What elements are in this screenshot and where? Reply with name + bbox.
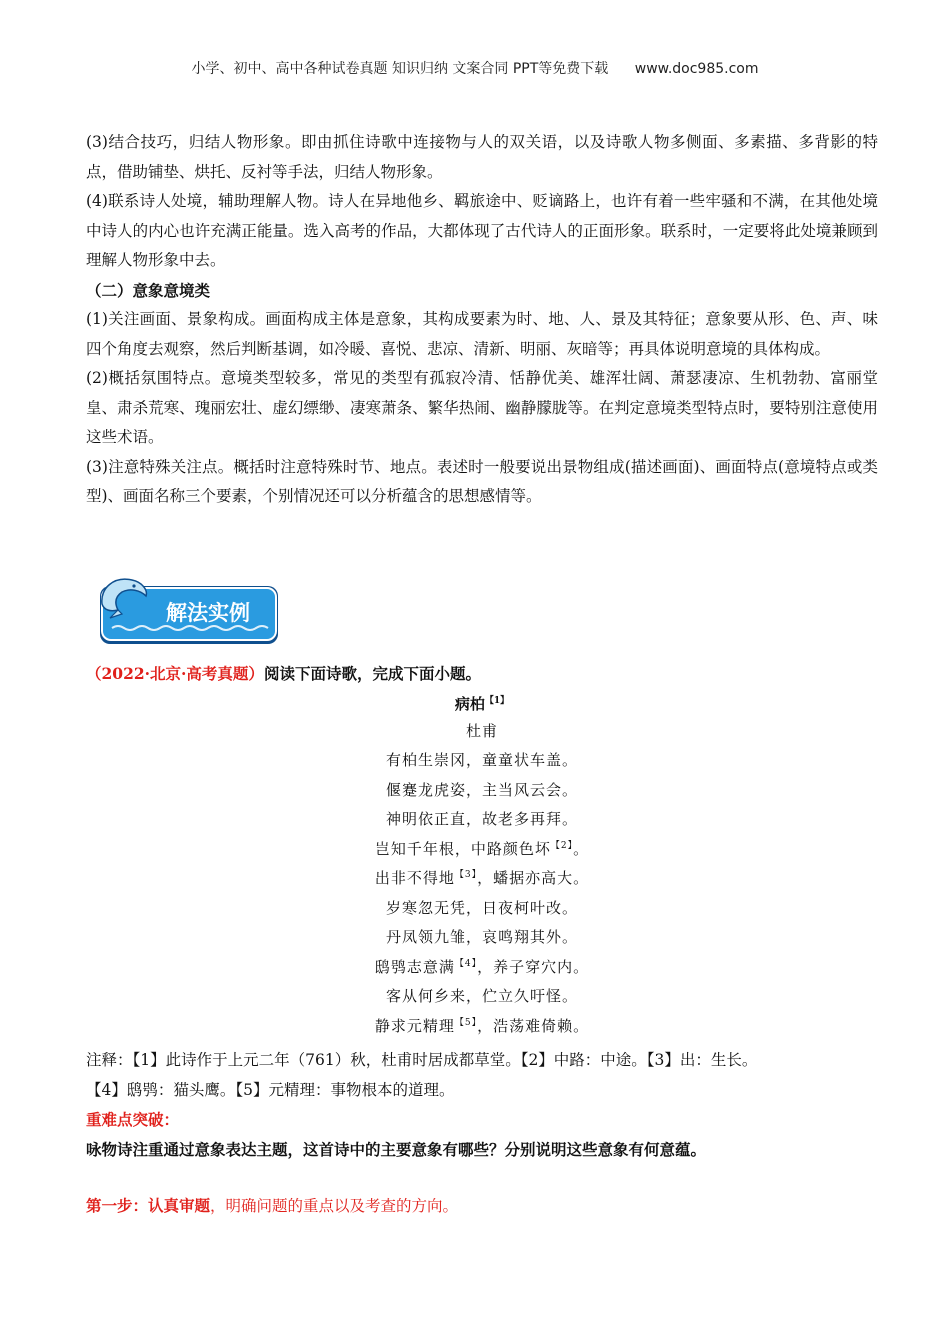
poem-line-3: 神明依正直，故老多再拜。 bbox=[385, 810, 578, 828]
annotation-line-1: 注释：【1】此诗作于上元二年（761）秋，杜甫时居成都草堂。【2】中路：中途。【3】出：生长。 bbox=[86, 1051, 758, 1069]
paragraph-s2p3: (3)注意特殊关注点。概括时注意特殊时节、地点。表述时一般要说出景物组成(描述画面)、画面特点(意境特点或类型)、画面名称三个要素，个别情况还可以分析蕴含的思想感情等。 bbox=[86, 457, 878, 505]
exam-instruction: 阅读下面诗歌，完成下面小题。 bbox=[263, 664, 481, 683]
poem-line-5-text: 出非不得地 bbox=[374, 869, 455, 887]
poem-line-5 bbox=[86, 864, 878, 894]
poem-line-8-text: 鸱鸮志意满 bbox=[374, 957, 455, 976]
banner-graphic bbox=[96, 574, 282, 648]
poem bbox=[86, 692, 878, 1041]
poem-line-4 bbox=[86, 835, 878, 865]
step-one-rest: ，明确问题的重点以及考查的方向。 bbox=[210, 1197, 459, 1215]
header-site-link[interactable]: www.doc985.com bbox=[634, 61, 759, 77]
poem-title: 病柏 bbox=[454, 695, 485, 713]
poem-line-7: 丹凤领九雏，哀鸣翔其外。 bbox=[385, 928, 578, 946]
paragraph-p4: (4)联系诗人处境，辅助理解人物。诗人在异地他乡、羁旅途中、贬谪路上，也许有着一些牢骚和不满，在其他处境中诗人的内心也许充满正能量。选入高考的作品，大都体现了古代诗人的正面形象。联系时，一定要将此处境兼顾到理解人物形象中去。 bbox=[86, 192, 878, 269]
poem-author: 杜甫 bbox=[465, 722, 498, 740]
poem-line-10-text: 静求元精理 bbox=[374, 1016, 455, 1035]
poem-line-5-end: ，蟠据亦高大。 bbox=[477, 869, 590, 887]
note-mark-1: 【1】 bbox=[484, 696, 510, 706]
note-mark-2: 【2】 bbox=[550, 840, 574, 851]
poem-line-1: 有柏生崇冈，童童状车盖。 bbox=[385, 751, 578, 769]
banner-label: 解法实例 bbox=[166, 601, 250, 625]
breakthrough-heading: 重难点突破： bbox=[86, 1110, 180, 1129]
page-header bbox=[0, 58, 950, 78]
note-mark-5: 【5】 bbox=[454, 1017, 478, 1028]
poem-line-4-text: 岂知千年根，中路颜色坏 bbox=[374, 839, 551, 858]
note-mark-3: 【3】 bbox=[454, 870, 478, 880]
example-banner bbox=[96, 574, 282, 648]
header-text: 小学、初中、高中各种试卷真题 知识归纳 文案合同 PPT等免费下载 bbox=[191, 61, 609, 77]
example-section bbox=[86, 660, 878, 1221]
note-mark-4: 【4】 bbox=[454, 958, 478, 969]
poem-line-8-end: ，养子穿穴内。 bbox=[477, 957, 590, 976]
paragraph-s2p2: (2)概括氛围特点。意境类型较多，常见的类型有孤寂冷清、恬静优美、雄浑壮阔、萧瑟凄凉、生机勃勃、富丽堂皇、肃杀荒寒、瑰丽宏壮、虚幻缥缈、凄寒萧条、繁华热闹、幽静朦胧等。在判定意境类型特点时，要特别注意使用这些术语。 bbox=[86, 369, 878, 446]
poem-line-6: 岁寒忽无凭，日夜柯叶改。 bbox=[385, 898, 578, 917]
annotation-line-2: 【4】鸱鸮：猫头鹰。【5】元精理：事物根本的道理。 bbox=[86, 1081, 455, 1099]
exam-source-line bbox=[86, 660, 878, 688]
poem-line-10 bbox=[86, 1012, 878, 1042]
paragraph-s2p1: (1)关注画面、景象构成。画面构成主体是意象，其构成要素为时、地、人、景及其特征；意象要从形、色、声、味四个角度去观察，然后判断基调，如冷暖、喜悦、悲凉、清新、明丽、灰暗等；再具体说明意境的具体构成。 bbox=[86, 310, 878, 358]
paragraph-p3: (3)结合技巧，归结人物形象。即由抓住诗歌中连接物与人的双关语，以及诗歌人物多侧面、多素描、多背影的特点，借助铺垫、烘托、反衬等手法，归结人物形象。 bbox=[86, 133, 878, 181]
step-one-lead: 第一步：认真审题 bbox=[86, 1196, 211, 1215]
exam-source: （2022·北京·高考真题） bbox=[86, 664, 264, 683]
poem-line-10-end: ，浩荡难倚赖。 bbox=[477, 1016, 590, 1035]
step-one bbox=[86, 1191, 878, 1221]
section-heading: （二）意象意境类 bbox=[86, 280, 211, 300]
question-text: 咏物诗注重通过意象表达主题，这首诗中的主要意象有哪些？分别说明这些意象有何意蕴。 bbox=[86, 1140, 707, 1159]
poem-line-8 bbox=[86, 953, 878, 983]
annotations bbox=[86, 1045, 878, 1105]
poem-line-9: 客从何乡来，伫立久吁怪。 bbox=[385, 987, 578, 1005]
poem-title-line bbox=[86, 692, 878, 716]
method-text bbox=[86, 128, 878, 512]
poem-line-2: 偃蹇龙虎姿，主当风云会。 bbox=[385, 780, 578, 799]
poem-line-4-end: 。 bbox=[573, 839, 590, 858]
